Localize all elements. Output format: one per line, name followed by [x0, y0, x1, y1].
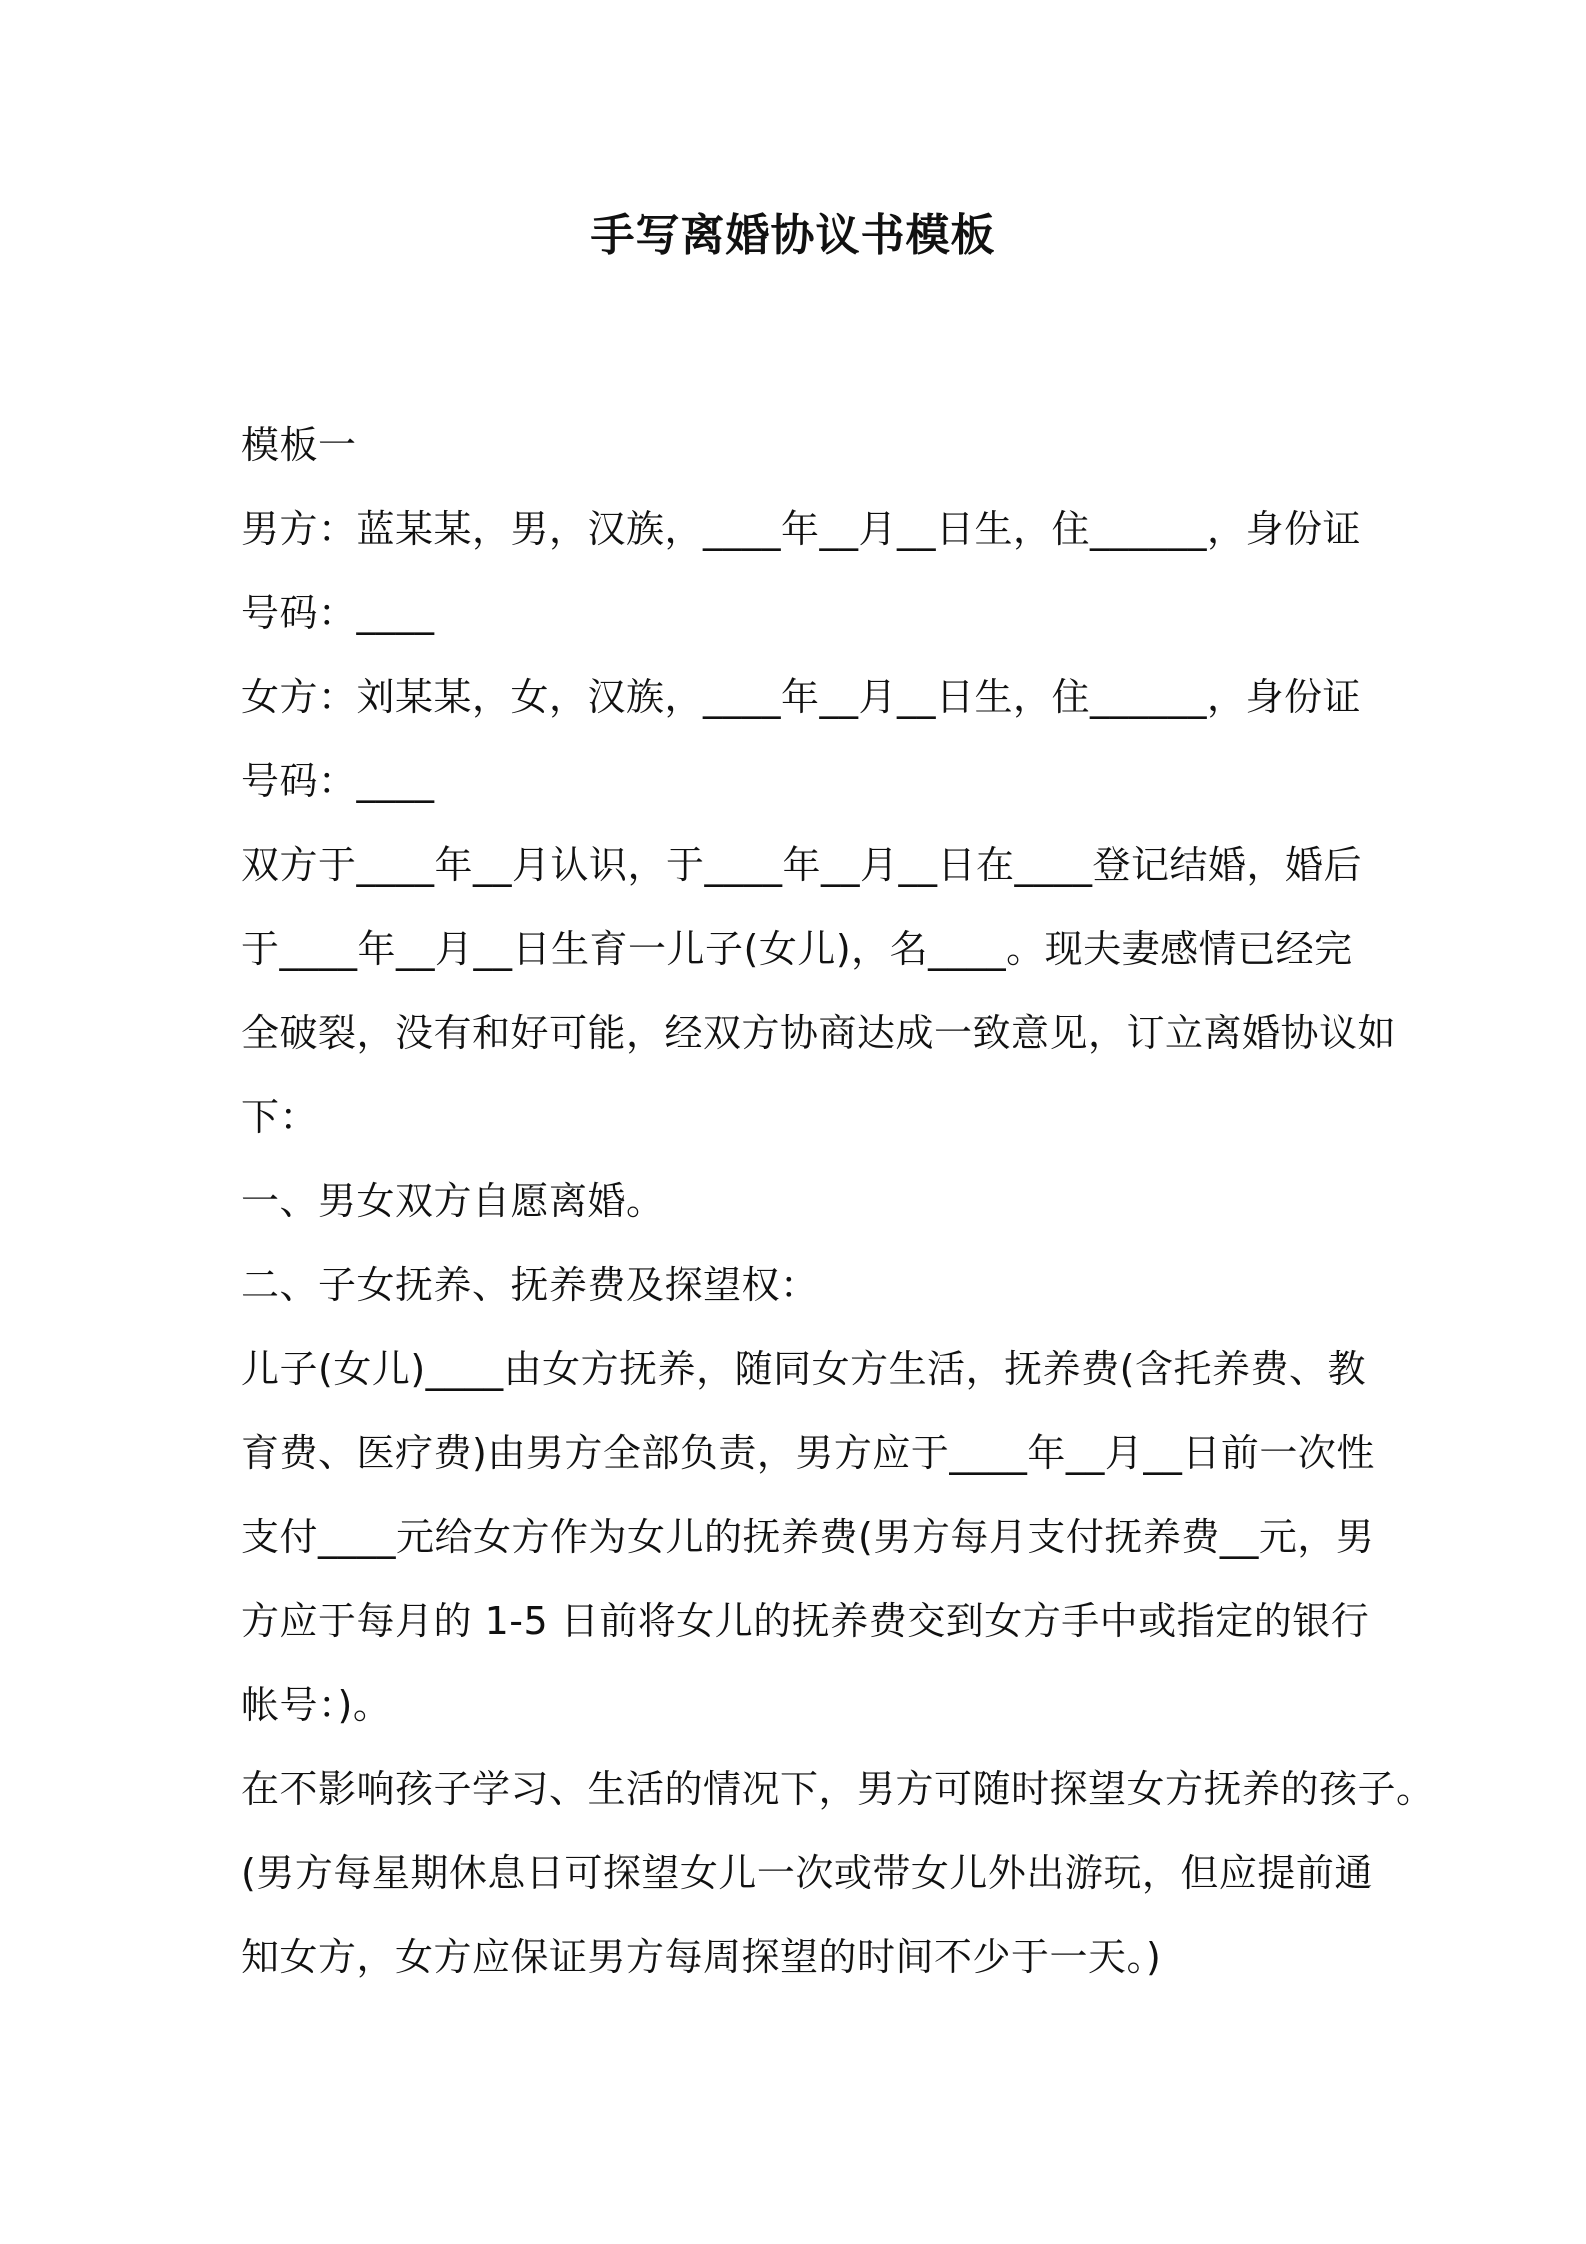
paragraph-line: 男方：蓝某某，男，汉族，____年__月__日生，住______，身份证	[241, 507, 1362, 551]
paragraph-line: 下：	[241, 1095, 319, 1139]
paragraph-line: 号码：____	[241, 591, 435, 635]
paragraph-line: 知女方，女方应保证男方每周探望的时间不少于一天。)	[241, 1935, 1162, 1979]
paragraph-line: 帐号：)。	[241, 1683, 392, 1727]
document-title: 手写离婚协议书模板	[590, 210, 996, 261]
paragraph-line: 在不影响孩子学习、生活的情况下，男方可随时探望女方抚养的孩子。	[241, 1767, 1435, 1811]
paragraph-line: 支付____元给女方作为女儿的抚养费(男方每月支付抚养费__元，男	[241, 1515, 1375, 1559]
paragraph-line: 于____年__月__日生育一儿子(女儿)，名____。现夫妻感情已经完	[241, 927, 1353, 971]
document-body	[241, 403, 1435, 1999]
clause-line: 一、男女双方自愿离婚。	[241, 1179, 665, 1223]
paragraph-line: (男方每星期休息日可探望女儿一次或带女儿外出游玩，但应提前通	[241, 1851, 1373, 1895]
paragraph-line: 号码：____	[241, 759, 435, 803]
paragraph-line: 全破裂，没有和好可能，经双方协商达成一致意见，订立离婚协议如	[241, 1011, 1397, 1055]
paragraph-line: 育费、医疗费)由男方全部负责，男方应于____年__月__日前一次性	[241, 1431, 1375, 1475]
section-heading: 模板一	[241, 423, 357, 467]
clause-line: 二、子女抚养、抚养费及探望权：	[241, 1263, 819, 1307]
paragraph-line: 女方：刘某某，女，汉族，____年__月__日生，住______，身份证	[241, 675, 1362, 719]
paragraph-line: 双方于____年__月认识，于____年__月__日在____登记结婚，婚后	[241, 843, 1363, 887]
paragraph-line: 儿子(女儿)____由女方抚养，随同女方生活，抚养费(含托养费、教	[241, 1347, 1366, 1391]
paragraph-line: 方应于每月的 1-5 日前将女儿的抚养费交到女方手中或指定的银行	[241, 1599, 1370, 1643]
